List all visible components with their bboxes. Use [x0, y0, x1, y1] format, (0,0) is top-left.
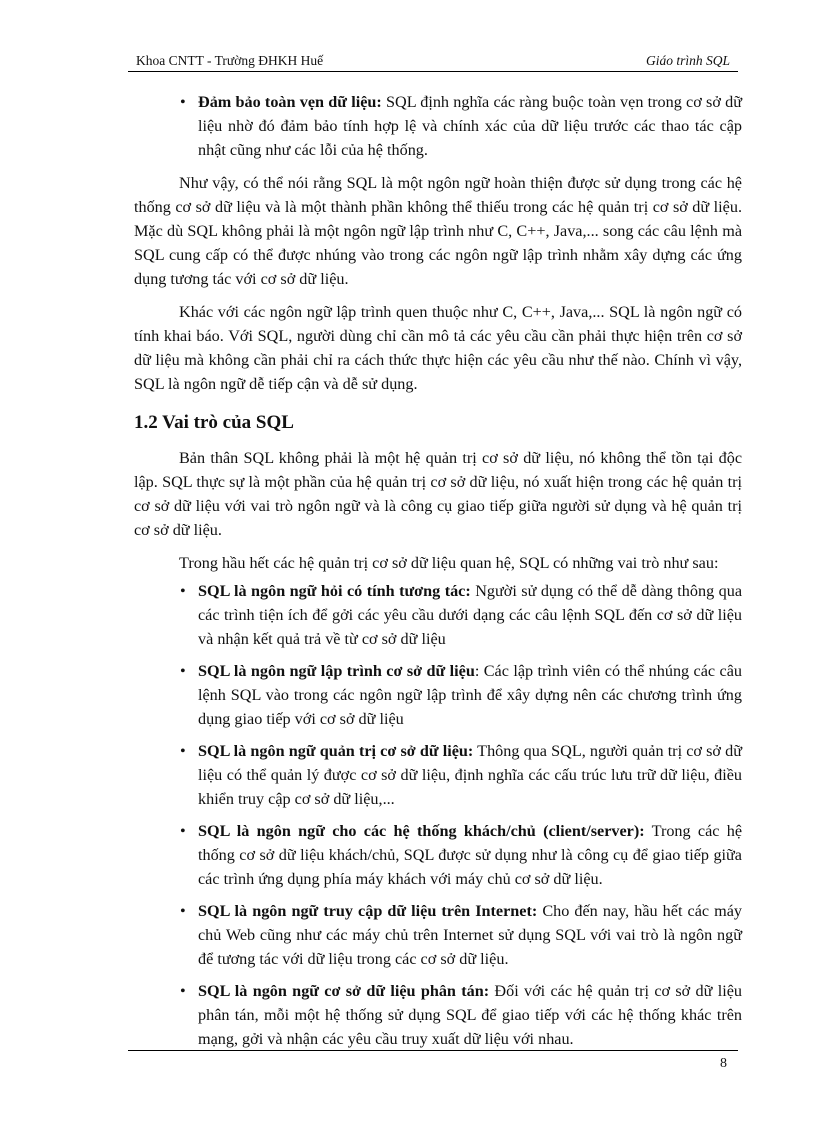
bullet-bold: SQL là ngôn ngữ cơ sở dữ liệu phân tán:	[198, 982, 490, 1000]
page-content	[134, 90, 742, 1059]
list-item	[134, 659, 742, 731]
section-heading: 1.2 Vai trò của SQL	[134, 412, 294, 433]
list-item	[134, 90, 742, 162]
bullet-icon: •	[180, 902, 186, 920]
bullet-icon: •	[180, 93, 186, 111]
list-item	[134, 979, 742, 1051]
paragraph: Trong hầu hết các hệ quản trị cơ sở dữ liệu quan hệ, SQL có những vai trò như sau:	[179, 554, 719, 572]
bullet-text: Đối với các hệ quản trị cơ sở dữ liệu phân tán, mỗi một hệ thống sử dụng SQL để giao tiếp với các hệ thống khác trên mạng, gởi và nhận các yêu cầu truy xuất dữ liệu với nhau.	[198, 982, 742, 1048]
intro-bullet-list	[134, 90, 742, 162]
bullet-icon: •	[180, 822, 186, 840]
header-left: Khoa CNTT - Trường ĐHKH Huế	[136, 53, 324, 68]
bullet-icon: •	[180, 662, 186, 680]
paragraph: Như vậy, có thể nói rằng SQL là một ngôn ngữ hoàn thiện được sử dụng trong các hệ thống cơ sở dữ liệu và là một thành phần không thể thiếu trong các hệ quản trị cơ sở dữ liệu. Mặc dù SQL không phải là một ngôn ngữ lập trình như C, C++, Java,... song các câu lệnh mà SQL cung cấp có thể được nhúng vào trong các ngôn ngữ lập trình nhằm xây dựng các ứng dụng tương tác với cơ sở dữ liệu.	[134, 174, 742, 288]
bullet-icon: •	[180, 982, 186, 1000]
bullet-text: Cho đến nay, hầu hết các máy chủ Web cũng như các máy chủ trên Internet sử dụng SQL với vai trò là ngôn ngữ để tương tác với dữ liệu trong các cơ sở dữ liệu.	[198, 902, 742, 968]
bullet-bold: SQL là ngôn ngữ quản trị cơ sở dữ liệu:	[198, 742, 474, 760]
bullet-bold: SQL là ngôn ngữ lập trình cơ sở dữ liệu	[198, 662, 475, 680]
bullet-text: SQL định nghĩa các ràng buộc toàn vẹn trong cơ sở dữ liệu nhờ đó đảm bảo tính hợp lệ và chính xác của dữ liệu trước các thao tác cập nhật cũng như các lỗi của hệ thống.	[198, 93, 742, 159]
paragraph: Khác với các ngôn ngữ lập trình quen thuộc như C, C++, Java,... SQL là ngôn ngữ có tính khai báo. Với SQL, người dùng chỉ cần mô tả các yêu cầu cần phải thực hiện trên cơ sở dữ liệu mà không cần phải chỉ ra cách thức thực hiện các yêu cầu như thế nào. Chính vì vậy, SQL là ngôn ngữ dễ tiếp cận và dễ sử dụng.	[134, 303, 742, 393]
bullet-bold: SQL là ngôn ngữ hỏi có tính tương tác:	[198, 582, 471, 600]
bullet-text: : Các lập trình viên có thể nhúng các câu lệnh SQL vào trong các ngôn ngữ lập trình để xây dựng nên các chương trình ứng dụng giao tiếp với cơ sở dữ liệu	[198, 662, 742, 728]
bullet-text: Trong các hệ thống cơ sở dữ liệu khách/chủ, SQL được sử dụng như là công cụ để giao tiếp giữa các trình ứng dụng phía máy khách với máy chủ cơ sở dữ liệu.	[198, 822, 743, 888]
bullet-icon: •	[180, 582, 186, 600]
page-number: 8	[720, 1056, 727, 1071]
list-item	[134, 739, 742, 811]
bullet-text: Thông qua SQL, người quản trị cơ sở dữ liệu có thể quản lý được cơ sở dữ liệu, định nghĩa các cấu trúc lưu trữ dữ liệu, điều khiển truy cập cơ sở dữ liệu,...	[198, 742, 742, 808]
page-header	[128, 50, 738, 70]
list-item	[134, 819, 742, 891]
bullet-bold: SQL là ngôn ngữ cho các hệ thống khách/chủ (client/server):	[198, 822, 645, 840]
bullet-bold: SQL là ngôn ngữ truy cập dữ liệu trên Internet:	[198, 902, 538, 920]
bullet-icon: •	[180, 742, 186, 760]
bullet-bold: Đảm bảo toàn vẹn dữ liệu:	[198, 93, 382, 111]
list-item	[134, 899, 742, 971]
role-bullet-list	[134, 579, 742, 1051]
list-item	[134, 579, 742, 651]
header-divider	[128, 71, 738, 72]
bullet-text: Người sử dụng có thể dễ dàng thông qua các trình tiện ích để gởi các yêu cầu dưới dạng các câu lệnh SQL đến cơ sở dữ liệu và nhận kết quả trả về từ cơ sở dữ liệu	[198, 582, 743, 648]
paragraph: Bản thân SQL không phải là một hệ quản trị cơ sở dữ liệu, nó không thể tồn tại độc lập. SQL thực sự là một phần của hệ quản trị cơ sở dữ liệu, nó xuất hiện trong các hệ quản trị cơ sở dữ liệu với vai trò ngôn ngữ và là công cụ giao tiếp giữa người sử dụng và hệ quản trị cơ sở dữ liệu.	[134, 449, 742, 539]
footer-divider	[128, 1050, 738, 1051]
header-right: Giáo trình SQL	[645, 53, 730, 68]
